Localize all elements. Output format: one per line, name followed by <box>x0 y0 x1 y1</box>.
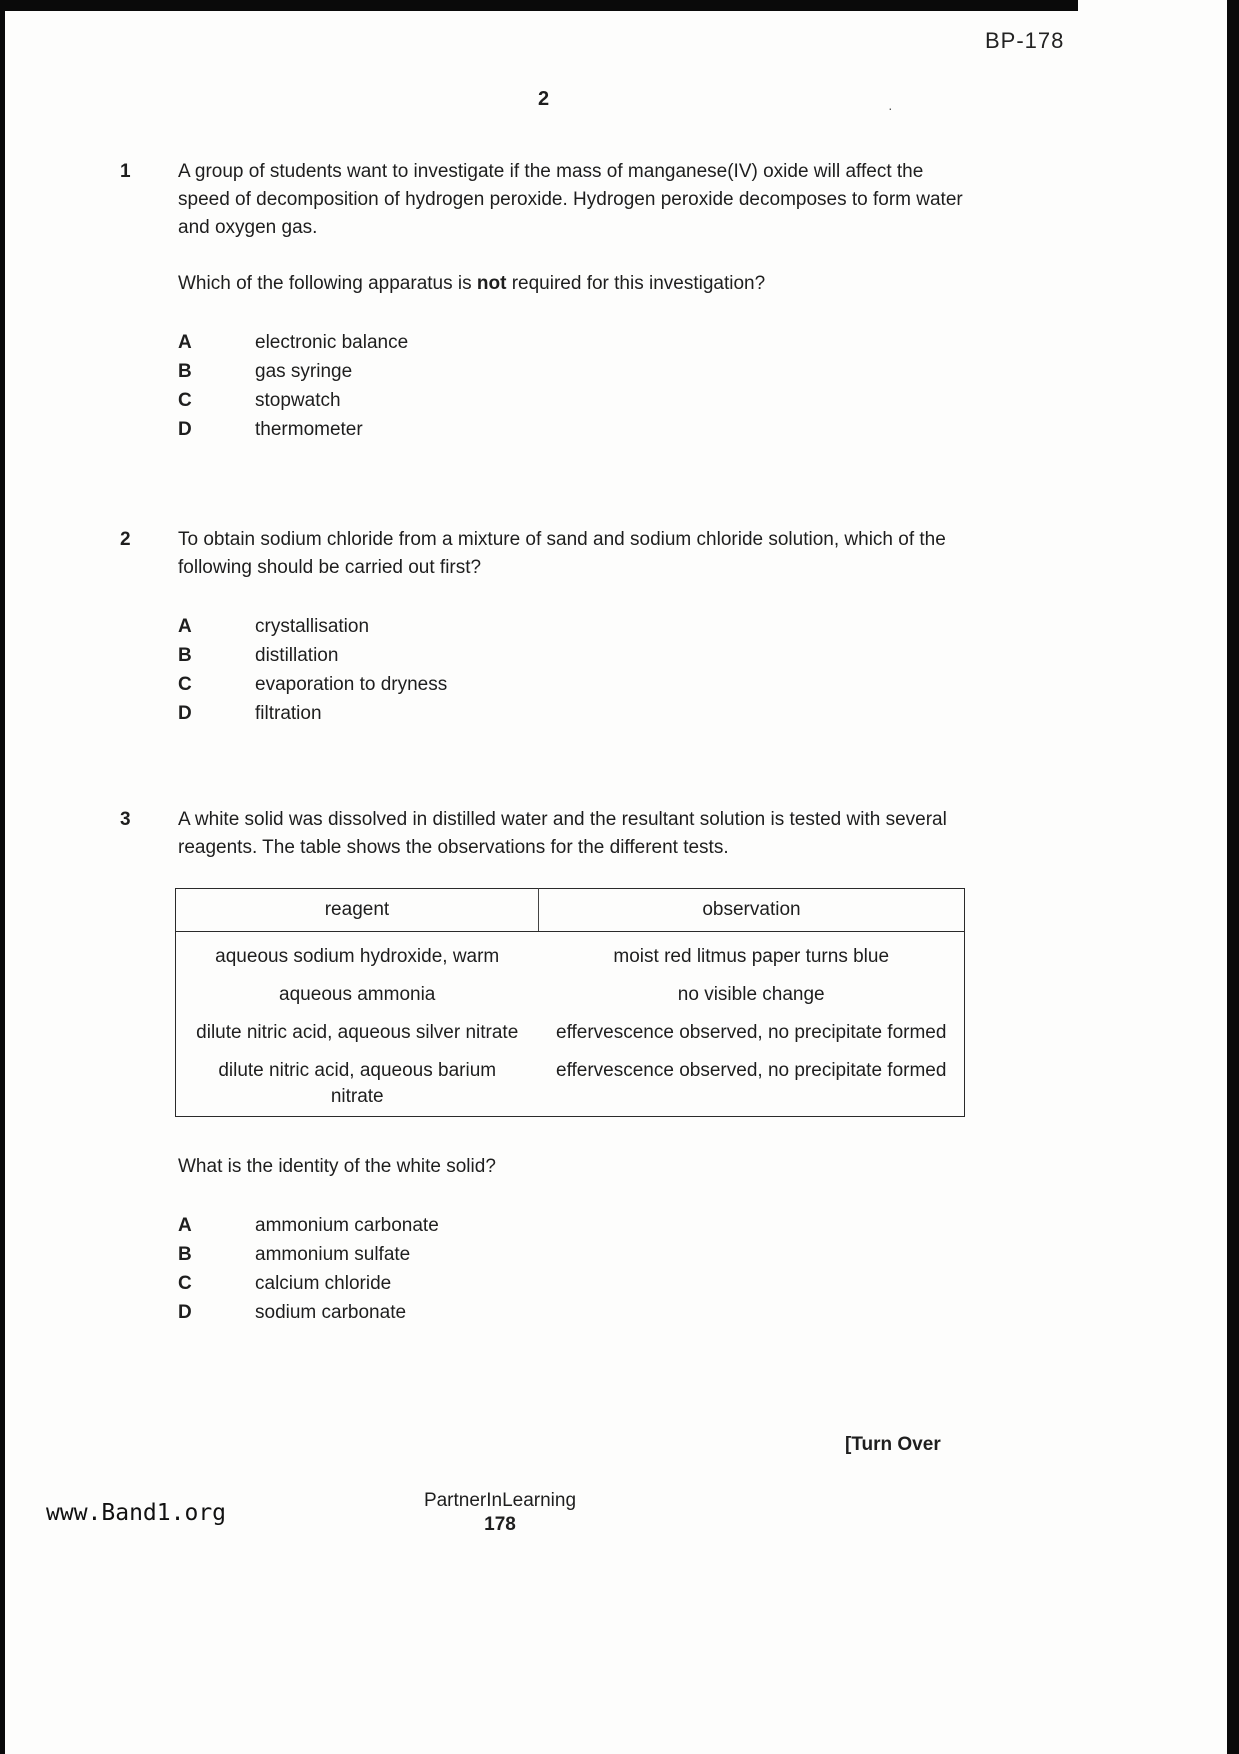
table-row <box>176 1052 965 1117</box>
option-text: gas syringe <box>255 361 353 382</box>
question-body <box>178 158 978 444</box>
table-head <box>176 889 965 932</box>
watermark-url: www.Band1.org <box>46 1500 227 1526</box>
option-a <box>178 1211 978 1240</box>
prompt-emphasis: not <box>476 273 507 294</box>
question-text: To obtain sodium chloride from a mixture of sand and sodium chloride solution, which of the following should be carried out first? <box>178 529 946 578</box>
option-text: calcium chloride <box>255 1273 392 1294</box>
option-text: sodium carbonate <box>255 1302 407 1323</box>
option-letter: C <box>178 1273 192 1294</box>
option-c <box>178 670 978 699</box>
column-header-observation: observation <box>538 889 964 932</box>
option-text: stopwatch <box>255 390 341 411</box>
option-text: ammonium carbonate <box>255 1215 439 1236</box>
option-b <box>178 357 978 386</box>
option-letter: D <box>178 419 192 440</box>
cell-reagent: aqueous ammonia <box>279 984 436 1005</box>
question-text: A white solid was dissolved in distilled water and the resultant solution is tested with several reagents. The table shows the observations for the different tests. <box>178 809 947 858</box>
doc-code: BP-178 <box>985 28 1065 53</box>
scan-artifact-top <box>0 0 1078 11</box>
option-letter: A <box>178 1215 192 1236</box>
question-body <box>178 526 978 728</box>
question-1 <box>120 158 980 444</box>
option-text: ammonium sulfate <box>255 1244 411 1265</box>
table-row <box>176 976 965 1014</box>
option-text: filtration <box>255 703 322 724</box>
option-letter: D <box>178 1302 192 1323</box>
prompt-pre: Which of the following apparatus is <box>178 273 477 294</box>
cell-observation: effervescence observed, no precipitate formed <box>556 1022 947 1043</box>
cell-reagent: dilute nitric acid, aqueous silver nitrate <box>196 1022 519 1043</box>
options-list <box>178 328 978 444</box>
option-a <box>178 612 978 641</box>
question-number: 3 <box>120 809 131 830</box>
option-text: thermometer <box>255 419 363 440</box>
option-d <box>178 699 978 728</box>
cell-reagent: dilute nitric acid, aqueous barium nitrate <box>218 1060 497 1107</box>
observations-table <box>175 888 965 1117</box>
option-d <box>178 1298 978 1327</box>
table-row <box>176 932 965 977</box>
option-text: electronic balance <box>255 332 409 353</box>
scan-artifact-right <box>1227 0 1239 1754</box>
question-text: A group of students want to investigate if the mass of manganese(IV) oxide will affect the speed of decomposition of hydrogen peroxide. Hydrogen peroxide decomposes to form water and oxygen gas. <box>178 161 963 238</box>
option-letter: B <box>178 1244 192 1265</box>
cell-reagent: aqueous sodium hydroxide, warm <box>215 946 500 967</box>
cell-observation: no visible change <box>677 984 825 1005</box>
option-text: distillation <box>255 645 339 666</box>
question-number: 1 <box>120 161 131 182</box>
option-letter: B <box>178 645 192 666</box>
question-3 <box>120 806 980 1327</box>
cell-observation: moist red litmus paper turns blue <box>613 946 890 967</box>
table-header-row <box>176 889 965 932</box>
cell-observation: effervescence observed, no precipitate formed <box>556 1060 947 1081</box>
option-letter: A <box>178 616 192 637</box>
table-body <box>176 932 965 1117</box>
option-a <box>178 328 978 357</box>
question-number: 2 <box>120 529 131 550</box>
column-header-reagent: reagent <box>176 889 539 932</box>
question-prompt: What is the identity of the white solid? <box>178 1156 496 1177</box>
option-c <box>178 386 978 415</box>
option-letter: A <box>178 332 192 353</box>
scan-speck: · <box>888 100 893 116</box>
options-list <box>178 612 978 728</box>
turn-over-note: [Turn Over <box>845 1434 941 1455</box>
option-letter: C <box>178 674 192 695</box>
option-letter: C <box>178 390 192 411</box>
option-b <box>178 1240 978 1269</box>
option-letter: B <box>178 361 192 382</box>
question-prompt <box>178 270 978 298</box>
question-body <box>178 806 978 1327</box>
options-list <box>178 1211 978 1327</box>
prompt-post: required for this investigation? <box>506 273 766 294</box>
footer-brand: PartnerInLearning <box>423 1490 577 1511</box>
footer-page-id: 178 <box>484 1514 516 1535</box>
option-b <box>178 641 978 670</box>
question-2 <box>120 526 980 728</box>
option-text: evaporation to dryness <box>255 674 448 695</box>
option-d <box>178 415 978 444</box>
option-c <box>178 1269 978 1298</box>
option-letter: D <box>178 703 192 724</box>
option-text: crystallisation <box>255 616 370 637</box>
page-number: 2 <box>538 88 550 110</box>
table-row <box>176 1014 965 1052</box>
